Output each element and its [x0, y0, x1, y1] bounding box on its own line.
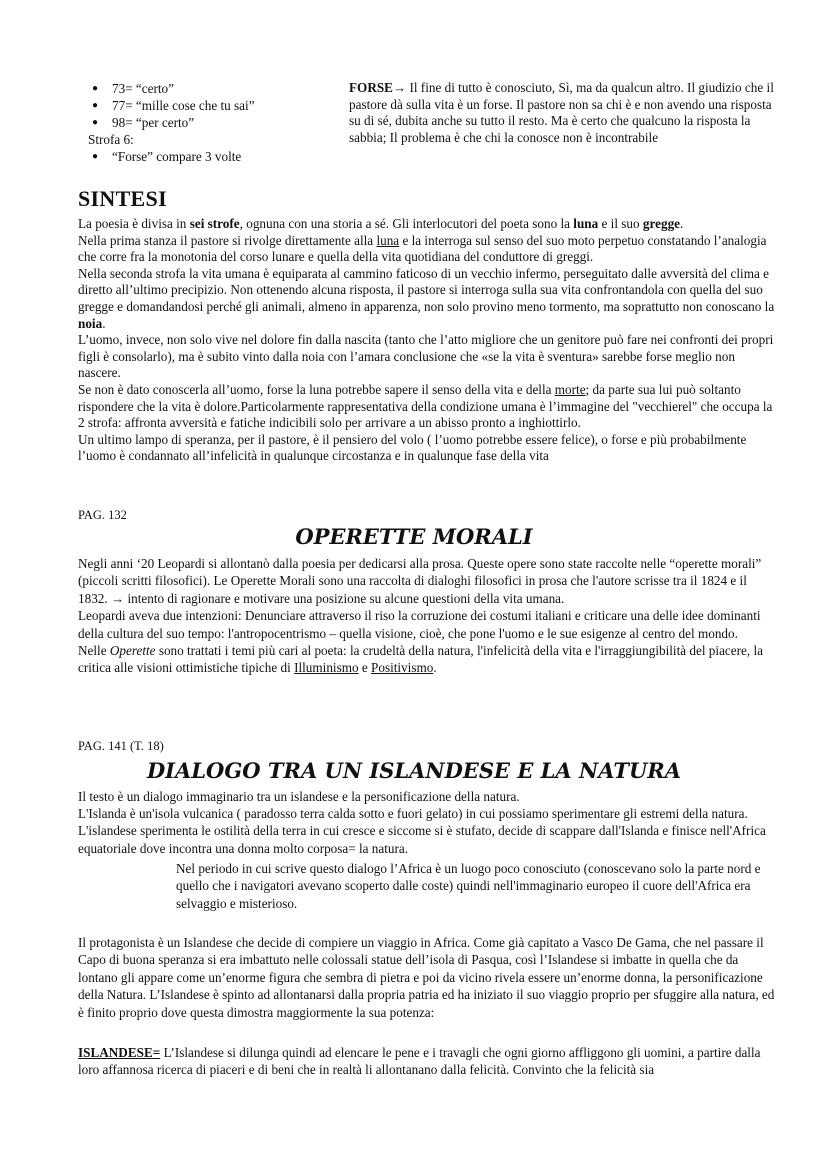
paragraph: Leopardi aveva due intenzioni: Denunciare attraverso il riso la corruzione dei costumi italiani e criticare una delle idee dominanti della cultura del suo tempo: l'antropocentrismo – quella visione, cioè, che pone l'uomo e le sue esigenze al centro del mondo. — [78, 608, 761, 641]
list-item: ● “Forse” compare 3 volte — [80, 148, 340, 165]
paragraph: Nella prima stanza il pastore si rivolge direttamente alla luna e la interroga sul senso del suo moto perpetuo constatando l’analogia che corre fra la monotonia del corso lunare e quella della vita quotidiana del conduttore di greggi. — [78, 232, 767, 265]
paragraph: Nelle Operette sono trattati i temi più cari al poeta: la crudeltà della natura, l'infelicità della vita e l'irraggiungibilità del piacere, la critica alle visioni ottimistiche tipiche di Illuminismo e Positivismo. — [78, 643, 763, 676]
dialogo-indented-note: Nel periodo in cui scrive questo dialogo l’Africa è un luogo poco conosciuto (conoscevano solo la parte nord e quello che i navigatori avevano scoperto dalle coste) quindi nell'immaginario europeo il cuore dell'Africa era selvaggio e misterioso. — [176, 861, 761, 911]
sintesi-heading: SINTESI — [78, 186, 167, 211]
sintesi-body — [78, 216, 778, 465]
paragraph: Negli anni ‘20 Leopardi si allontanò dalla poesia per dedicarsi alla prosa. Queste opere sono state raccolte nelle “operette morali” (piccoli scritti filosofici). Le Operette Morali sono una raccolta di dialoghi filosofici in prosa che l'autore scrisse tra il 1824 e il 1832. → intento di ragionare e motivare una posizione su alcune questioni della vita umana. — [78, 556, 762, 606]
page-reference: PAG. 132 — [78, 508, 127, 522]
page-reference: PAG. 141 (T. 18) — [78, 739, 164, 753]
operette-body — [78, 555, 778, 677]
dialogo-body: Il protagonista è un Islandese che decide di compiere un viaggio in Africa. Come già capitato a Vasco De Gama, che nel passare il Capo di buona speranza si era imbattuto nelle colossali statue dell’isola di Pasqua, così l’Islandese si imbatte in quella che da lontano gli appare come un’enorme figura che sembra di pietra e poi da vicino rivela essere un’enorme donna, la personificazione della Natura. L’Islandese è spinto ad allontanarsi dalla propria patria ed ha iniziato il suo viaggio proprio per sfuggire alla natura, ed è finito proprio dove questa dimostra maggiormente la sua potenza: — [78, 935, 775, 1020]
forse-text: Il fine di tutto è conosciuto, Sì, ma da qualcun altro. Il giudizio che il pastore dà sulla vita è un forse. Il pastore non sa chi è e non avendo una risposta su di sé, dubita anche su tutto il resto. Ma è certo che qualcuno la risposta la sabbia; Il problema è che chi la conosce non è incontrabile — [349, 80, 774, 145]
list-item: ● 98= “per certo” — [80, 114, 340, 131]
islandese-paragraph: ISLANDESE= L’Islandese si dilunga quindi ad elencare le pene e i travagli che ogni giorno affliggono gli uomini, a partire dalla loro affannosa ricerca di piaceri e di beni che in realtà li allontanano dalla felicità. Convinto che la felicità sia — [78, 1045, 761, 1078]
paragraph: L'Islanda è un'isola vulcanica ( paradosso terra calda sotto e fuori gelato) in cui possiamo sperimentare gli estremi della natura. L'islandese sperimenta le ostilità della terra in cui cresce e siccome si è stufato, decide di scappare dall'Islanda e finisce nell'Africa equatoriale dove incontra una donna molto corposa= la natura. — [78, 806, 766, 856]
paragraph: Se non è dato conoscerla all’uomo, forse la luna potrebbe sapere il senso della vita e della morte; da parte sua lui può soltanto rispondere che la vita è dolore.Particolarmente rappresentativa della condizione umana è l’immagine del "vecchierel" che occupa la 2 strofa: affronta avversità e fatiche indicibili solo per arrivare a un abisso pronto a inghiottirlo. — [78, 381, 773, 431]
list-item: ● 77= “mille cose che tu sai” — [80, 97, 340, 114]
list-item: ● 73= “certo” — [80, 80, 340, 97]
forse-note — [349, 80, 779, 146]
islandese-label: ISLANDESE= — [78, 1045, 161, 1060]
line-references-list — [80, 80, 340, 165]
operette-title: OPERETTE MORALI — [295, 524, 533, 549]
paragraph: Nella seconda strofa la vita umana è equiparata al cammino faticoso di un vecchio infermo, perseguitato dalle avversità del clima e diretto all’ultimo precipizio. Non ottenendo alcuna risposta, il pastore si interroga sulla sua vita confrontandola con quella del suo gregge e domandandosi perché gli animali, almeno in apparenza, non solo provino meno tormento, ma soprattutto non conoscano la noia. — [78, 265, 775, 331]
forse-label: FORSE→ — [349, 80, 407, 95]
paragraph: L’uomo, invece, non solo vive nel dolore fin dalla nascita (tanto che l’atto migliore che un genitore può fare nei confronti dei propri figli è consolarlo), ma è subito vinto dalla noia con l’amara conclusione che «se la vita è sventura» sarebbe forse meglio non nascere. — [78, 332, 774, 381]
dialogo-intro — [78, 788, 778, 857]
paragraph: La poesia è divisa in sei strofe, ognuna con una storia a sé. Gli interlocutori del poeta sono la luna e il suo gregge. — [78, 216, 684, 231]
strofa-label: Strofa 6: — [88, 132, 134, 147]
dialogo-title: DIALOGO TRA UN ISLANDESE E LA NATURA — [146, 758, 682, 783]
paragraph: Un ultimo lampo di speranza, per il pastore, è il pensiero del volo ( l’uomo potrebbe essere felice), o forse e più probabilmente l’uomo è condannato all’infelicità in qualunque circostanza e in qualunque fase della vita — [78, 431, 747, 464]
paragraph: Il testo è un dialogo immaginario tra un islandese e la personificazione della natura. — [78, 789, 520, 804]
